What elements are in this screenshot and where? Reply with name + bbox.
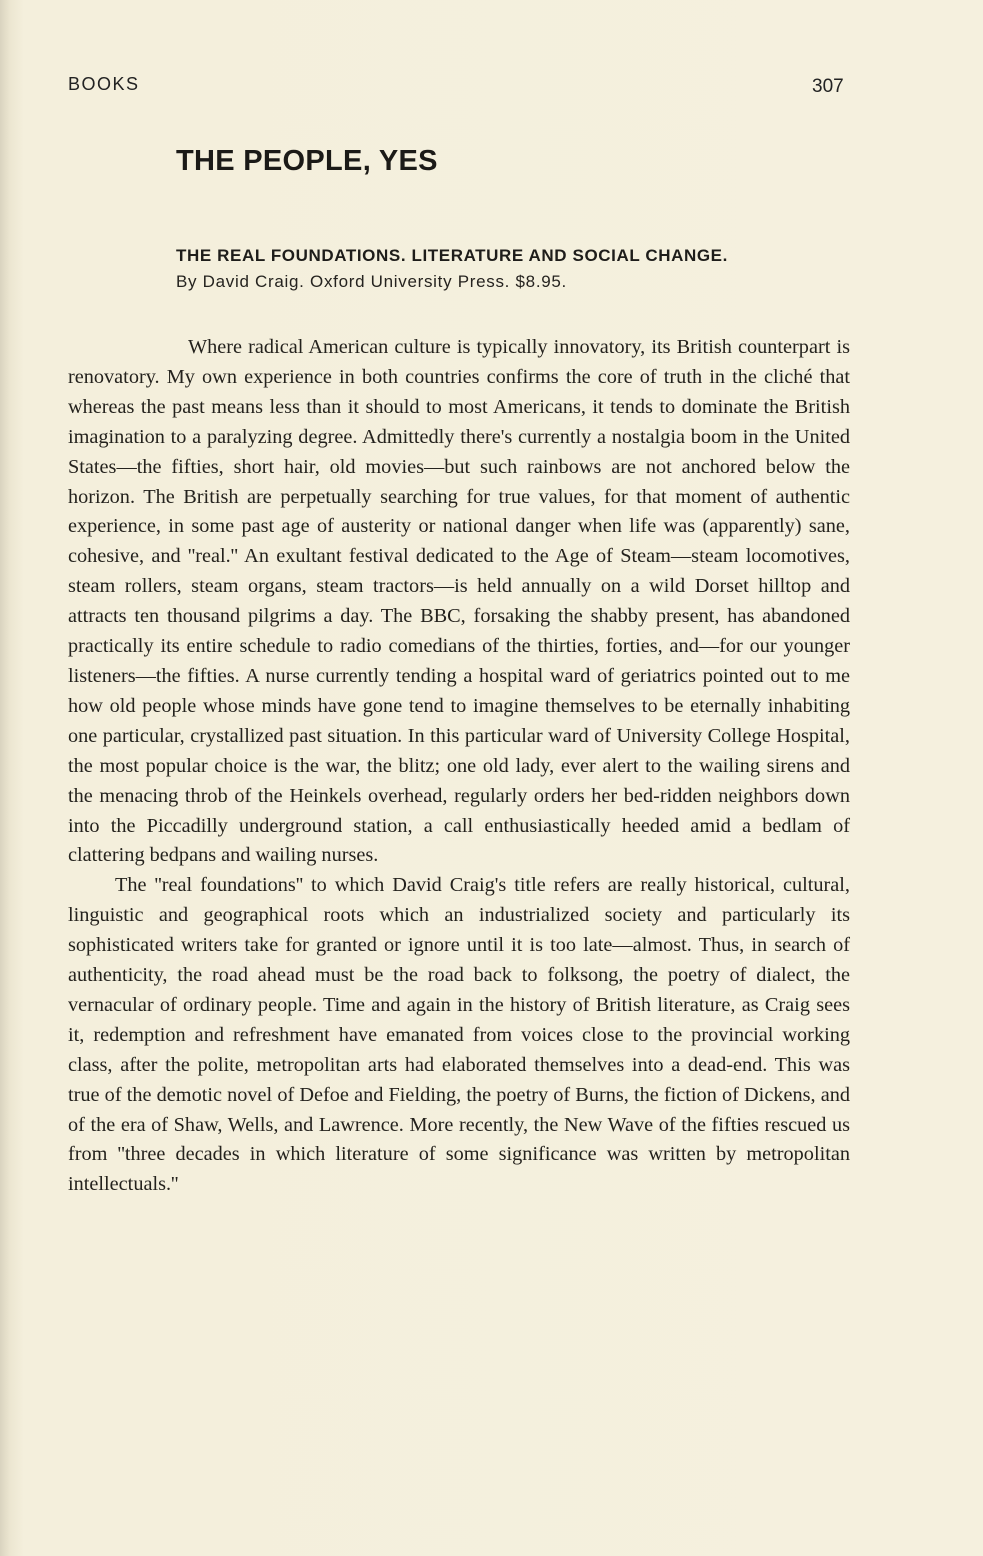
running-head-section: BOOKS — [68, 74, 140, 94]
body-paragraph-1: Where radical American culture is typically innovatory, its British counterpart is renovatory. My own experience in both countries confirms the core of truth in the cliché that whereas the past means less than it should to most Americans, it tends to dominate the British imagination to a paralyzing degree. Admittedly there's currently a nostalgia boom in the United States—the fifties, short hair, old movies—but such rainbows are not anchored below the horizon. The British are perpetually searching for true values, for that moment of authentic experience, in some past age of austerity or national danger when life was (apparently) sane, cohesive, and ''real.'' An exultant festival dedicated to the Age of Steam—steam locomotives, steam rollers, steam organs, steam tractors—is held annually on a wild Dorset hilltop and attracts ten thousand pilgrims a day. The BBC, forsaking the shabby present, has abandoned practically its entire schedule to radio comedians of the thirties, forties, and—for our younger listeners—the fifties. A nurse currently tending a hospital ward of geriatrics pointed out to me how old people whose minds have gone tend to imagine themselves to be eternally inhabiting one particular, crystallized past situation. In this particular ward of University College Hospital, the most popular choice is the war, the blitz; one old lady, ever alert to the wailing sirens and the menacing throb of the Heinkels overhead, regularly orders her bed-ridden neighbors down into the Piccadilly underground station, a call enthusiastically heeded amid a bedlam of clattering bedpans and wailing nurses. — [68, 336, 850, 867]
article-body — [68, 333, 850, 1200]
page-number: 307 — [812, 76, 844, 97]
body-paragraph-2: The ''real foundations'' to which David Craig's title refers are really historical, cultural, linguistic and geographical roots which an industrialized society and particularly its sophisticated writers take for granted or ignore until it is too late—almost. Thus, in search of authenticity, the road ahead must be the road back to folksong, the poetry of dialect, the vernacular of ordinary people. Time and again in the history of British literature, as Craig sees it, redemption and refreshment have emanated from voices close to the provincial working class, after the polite, metropolitan arts had elaborated themselves into a dead-end. This was true of the demotic novel of Defoe and Fielding, the poetry of Burns, the fiction of Dickens, and of the era of Shaw, Wells, and Lawrence. More recently, the New Wave of the fifties rescued us from ''three decades in which literature of some significance was written by metropolitan intellectuals.'' — [68, 874, 850, 1196]
article-title: THE PEOPLE, YES — [176, 145, 438, 177]
reviewed-book-byline: By David Craig. Oxford University Press. $8.95. — [176, 272, 567, 291]
reviewed-book-title: THE REAL FOUNDATIONS. LITERATURE AND SOCIAL CHANGE. — [176, 246, 728, 265]
